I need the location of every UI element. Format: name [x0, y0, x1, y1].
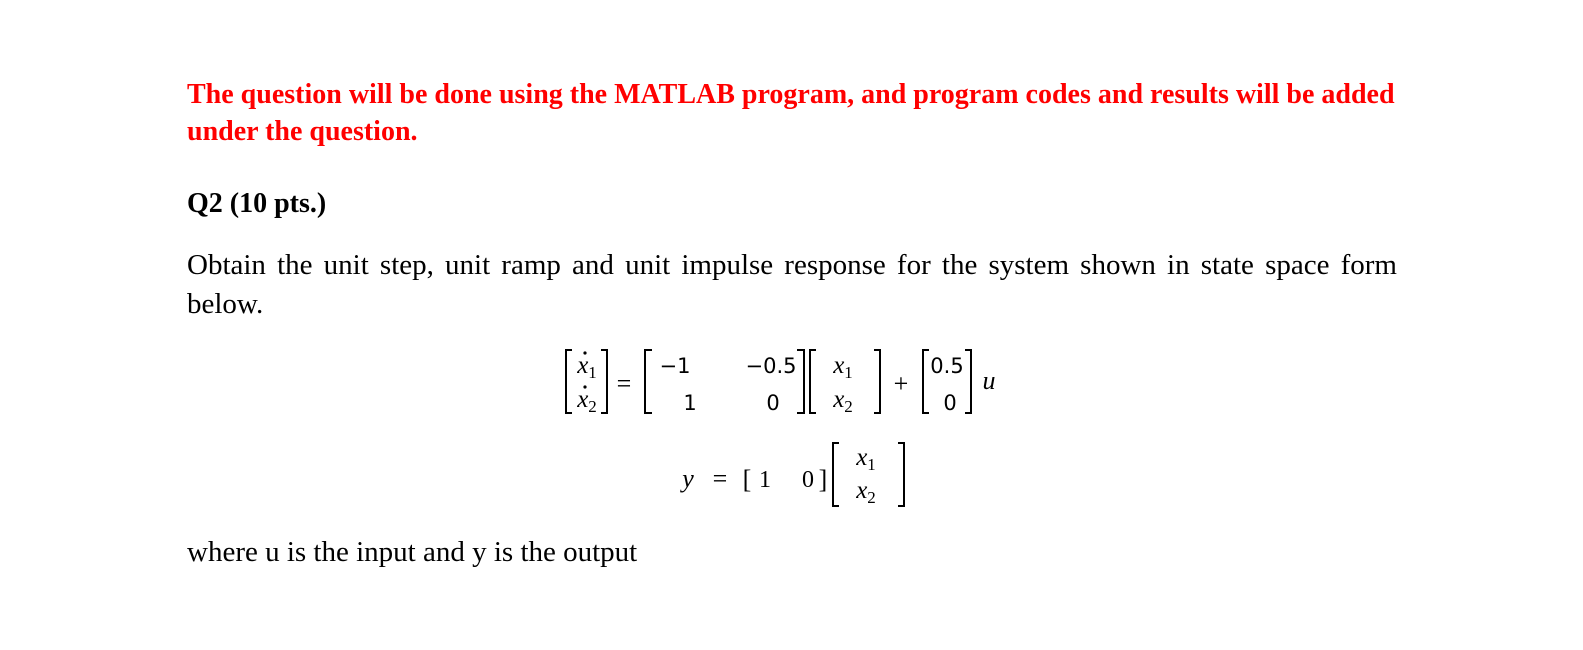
a21: 1	[683, 391, 697, 415]
output-x2: $x_2$	[856, 477, 876, 507]
state-x1: $x_1$	[833, 352, 853, 382]
matlab-notice: The question will be done using the MATLAB program, and program codes and results will be added under the question.	[187, 79, 1395, 147]
state-equation	[566, 350, 996, 416]
out-x-left-bracket	[833, 443, 839, 506]
b1: 0.5	[930, 354, 964, 378]
input-u: u	[982, 366, 996, 395]
question-body: Obtain the unit step, unit ramp and unit impulse response for the system shown in state space form below.	[187, 249, 1397, 320]
c-left-bracket: [	[742, 465, 752, 494]
lhs-left-bracket	[566, 350, 572, 413]
state-plus: +	[893, 369, 909, 398]
state-equals: =	[616, 369, 632, 398]
a12: −0.5	[745, 354, 797, 378]
c-right-bracket: ]	[818, 465, 828, 494]
state-x2: $x_2$	[833, 386, 853, 416]
c1: 1	[759, 467, 771, 493]
output-equation	[679, 443, 904, 507]
question-footer: where u is the input and y is the output	[187, 536, 638, 568]
b-right-bracket	[965, 350, 971, 413]
output-x1: $x_1$	[856, 444, 876, 474]
c2: 0	[802, 467, 814, 493]
output-y: y	[682, 464, 694, 493]
b-left-bracket	[923, 350, 929, 413]
out-x-right-bracket	[898, 443, 904, 506]
a22: 0	[766, 391, 780, 415]
a-left-bracket	[645, 350, 652, 413]
a11: −1	[659, 354, 691, 378]
x-right-bracket	[874, 350, 880, 413]
a-right-bracket	[797, 350, 804, 413]
b2: 0	[943, 391, 957, 415]
output-equals: =	[712, 464, 728, 493]
lhs-x1: $x_1$	[577, 352, 597, 382]
lhs-x2: $x_2$	[577, 386, 597, 416]
lhs-right-bracket	[601, 350, 607, 413]
question-title: Q2 (10 pts.)	[187, 188, 327, 219]
x-left-bracket	[810, 350, 816, 413]
